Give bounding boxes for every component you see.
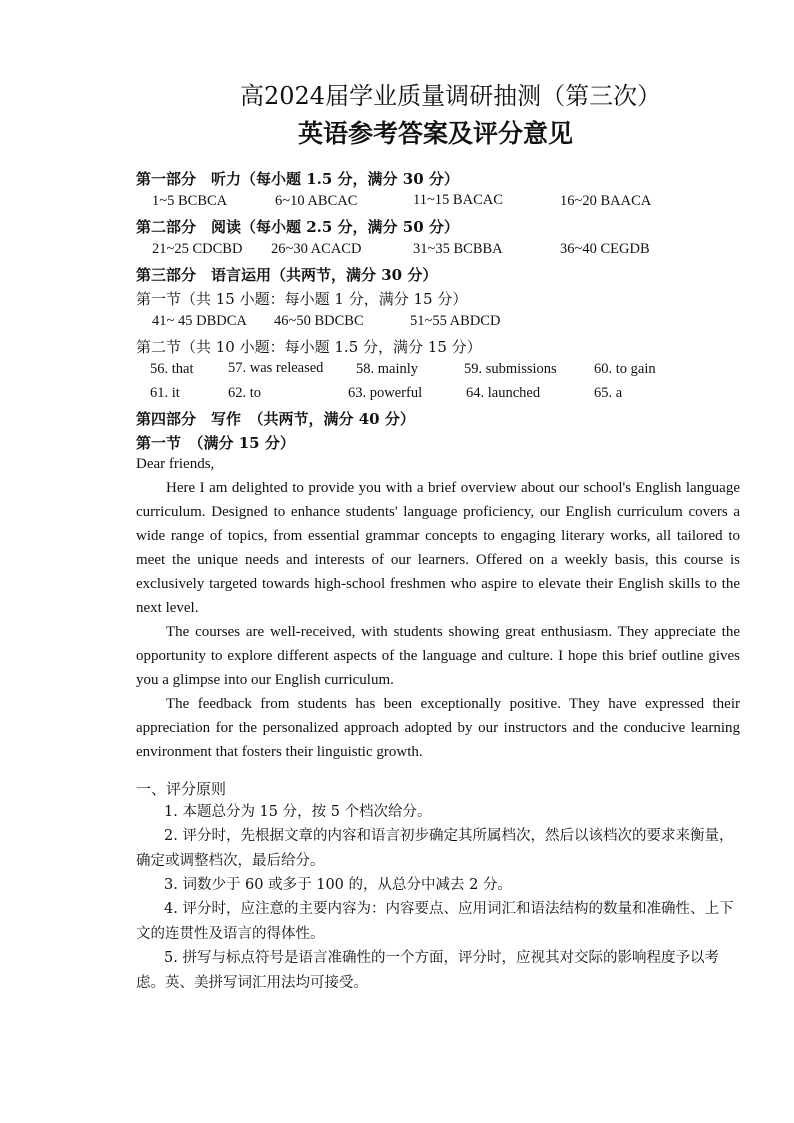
answer-group: 16~20 BAACA	[560, 193, 652, 209]
document-subtitle: 英语参考答案及评分意见	[298, 119, 574, 148]
scoring-rule-2: 2. 评分时，先根据文章的内容和语言初步确定其所属档次，然后以该档次的要求来衡量，确定或调整档次，最后给分。	[136, 828, 734, 869]
answer-item: 59. submissions	[464, 361, 557, 377]
answer-item: 65. a	[594, 385, 623, 401]
essay-paragraph-2: The courses are well-received, with students showing great enthusiasm. They appreciate the opportunity to explore different aspects of the language and culture. I hope this brief outline gives you a glimpse into our English curriculum.	[136, 624, 740, 688]
part3-heading: 第三部分 语言运用（共两节，满分 30 分）	[136, 266, 438, 284]
answer-group: 21~25 CDCBD	[152, 241, 243, 257]
part4-heading: 第四部分 写作 （共两节，满分 40 分）	[136, 410, 415, 428]
answer-item: 63. powerful	[348, 385, 423, 401]
section1-heading: 第一节（共 15 小题：每小题 1 分，满分 15 分）	[136, 290, 468, 308]
answer-group: 51~55 ABDCD	[410, 313, 501, 329]
essay-paragraph-3: The feedback from students has been exceptionally positive. They have expressed their appreciation for the personalized approach adopted by our instructors and the conducive learning environment that fosters their linguistic growth.	[136, 696, 740, 760]
answer-group: 31~35 BCBBA	[413, 241, 503, 257]
answer-item: 57. was released	[228, 360, 324, 376]
answer-item: 61. it	[150, 385, 180, 401]
letter-greeting: Dear friends,	[136, 456, 215, 472]
part2-heading: 第二部分 阅读（每小题 2.5 分，满分 50 分）	[136, 218, 459, 236]
answer-group: 41~ 45 DBDCA	[152, 313, 247, 329]
answer-group: 26~30 ACACD	[271, 241, 362, 257]
scoring-rule-5: 5. 拼写与标点符号是语言准确性的一个方面，评分时，应视其对交际的影响程度予以考虑。英、美拼写词汇用法均可接受。	[136, 950, 719, 991]
answer-group: 1~5 BCBCA	[152, 193, 228, 209]
answer-item: 56. that	[150, 361, 194, 377]
scoring-rule-1: 1. 本题总分为 15 分，按 5 个档次给分。	[164, 804, 432, 820]
scoring-heading: 一、评分原则	[136, 780, 227, 798]
essay-paragraph-1: Here I am delighted to provide you with a brief overview about our school's English language curriculum. Designed to enhance students' language proficiency, our English curriculum covers a wide range of topics, from essential grammar concepts to engaging literary works, all tailored to meet the unique needs and interests of our learners. Offered on a weekly basis, this course is exclusively targeted towards high-school freshmen who aspire to elevate their English skills to the next level.	[136, 480, 740, 616]
answer-group: 46~50 BDCBC	[274, 313, 364, 329]
answer-item: 60. to gain	[594, 361, 656, 377]
answer-group: 36~40 CEGDB	[560, 241, 650, 257]
part4-section1-heading: 第一节 （满分 15 分）	[136, 434, 295, 452]
answer-group: 6~10 ABCAC	[275, 193, 358, 209]
answer-item: 64. launched	[466, 385, 541, 401]
part1-heading: 第一部分 听力（每小题 1.5 分，满分 30 分）	[136, 170, 459, 188]
answer-item: 62. to	[228, 385, 262, 401]
section2-heading: 第二节（共 10 小题：每小题 1.5 分，满分 15 分）	[136, 338, 482, 356]
scoring-rule-3: 3. 词数少于 60 或多于 100 的，从总分中减去 2 分。	[164, 877, 512, 893]
document-title: 高2024届学业质量调研抽测（第三次）	[240, 82, 662, 110]
answer-group: 11~15 BACAC	[413, 192, 503, 208]
scoring-rule-4: 4. 评分时，应注意的主要内容为：内容要点、应用词汇和语法结构的数量和准确性、上下文的连贯性及语言的得体性。	[136, 901, 734, 942]
answer-item: 58. mainly	[356, 361, 419, 377]
